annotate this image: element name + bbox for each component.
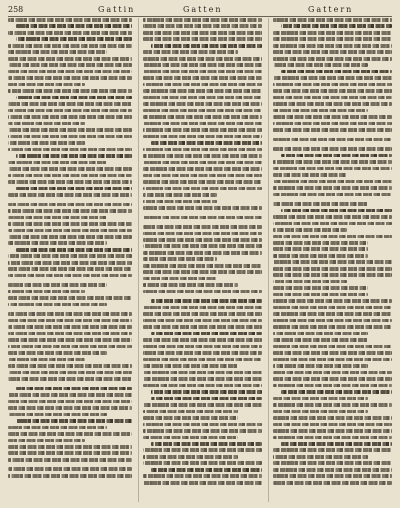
text-line [273, 338, 368, 342]
text-line [143, 18, 262, 22]
text-line [143, 122, 262, 126]
text-line [273, 122, 392, 126]
text-line [273, 306, 392, 310]
text-line [273, 280, 347, 284]
text-column-middle [138, 18, 262, 502]
text-line [143, 76, 262, 80]
text-line [143, 37, 262, 41]
text-line [16, 387, 132, 391]
text-line [16, 248, 132, 252]
text-line [8, 351, 107, 355]
text-line [143, 325, 262, 329]
text-line [8, 296, 132, 300]
text-line [143, 63, 262, 67]
text-line [151, 468, 262, 472]
text-line [8, 148, 132, 152]
text-line [143, 115, 262, 119]
text-line [143, 167, 262, 171]
text-line [143, 216, 262, 220]
text-line [8, 261, 132, 265]
text-line [273, 109, 368, 113]
text-line [143, 345, 262, 349]
text-line [143, 364, 238, 368]
text-line [143, 423, 262, 427]
text-line [273, 138, 392, 142]
text-line [151, 44, 262, 48]
text-line [8, 209, 132, 213]
text-line [273, 260, 392, 264]
text-line [8, 203, 132, 207]
text-line [281, 24, 392, 28]
text-line [143, 225, 262, 229]
text-line [8, 439, 85, 443]
text-line [143, 461, 262, 465]
text-line [143, 31, 262, 35]
text-line [8, 70, 132, 74]
text-line [273, 325, 392, 329]
text-line [143, 83, 262, 87]
text-line [273, 384, 392, 388]
text-line [273, 31, 392, 35]
text-line [273, 332, 368, 336]
text-line [273, 37, 392, 41]
text-line [8, 222, 132, 226]
text-line [273, 312, 392, 316]
text-line [143, 70, 262, 74]
text-line [143, 57, 262, 61]
text-line [143, 193, 217, 197]
text-line [143, 290, 262, 294]
text-line [143, 264, 262, 268]
text-line [273, 167, 392, 171]
text-line [273, 410, 368, 414]
text-line [273, 247, 368, 251]
text-line [143, 416, 238, 420]
text-line [8, 180, 132, 184]
header-keyword-center: Gatten [183, 5, 223, 14]
text-line [273, 364, 368, 368]
text-line [273, 358, 392, 362]
text-line [143, 448, 262, 452]
text-line [8, 193, 132, 197]
text-line [8, 358, 85, 362]
text-line [143, 384, 262, 388]
text-line [143, 306, 262, 310]
text-line [143, 200, 217, 204]
text-line [273, 180, 392, 184]
text-line [273, 160, 392, 164]
text-line [143, 351, 262, 355]
text-line [8, 50, 107, 54]
text-line [273, 215, 392, 219]
text-line [8, 400, 132, 404]
text-line [143, 128, 262, 132]
text-line [143, 257, 217, 261]
text-line [8, 458, 132, 462]
text-line [273, 102, 392, 106]
text-line [8, 141, 85, 145]
text-line [8, 445, 132, 449]
text-line [8, 345, 132, 349]
text-line [273, 455, 368, 459]
text-line [273, 436, 392, 440]
text-line [281, 442, 392, 446]
text-line [143, 371, 262, 375]
text-line [143, 251, 262, 255]
text-line [8, 241, 107, 245]
text-line [8, 312, 132, 316]
text-line [8, 174, 132, 178]
text-line [8, 76, 132, 80]
text-line [8, 216, 107, 220]
text-line [273, 299, 392, 303]
text-line [143, 474, 262, 478]
text-line [273, 345, 392, 349]
text-line [16, 37, 132, 41]
text-line [143, 277, 217, 281]
text-line [8, 63, 132, 67]
text-line [8, 102, 132, 106]
text-line [8, 57, 132, 61]
page-header [8, 4, 392, 17]
text-line [273, 267, 392, 271]
text-columns [8, 18, 392, 502]
text-line [8, 406, 132, 410]
text-line [273, 186, 392, 190]
text-line [8, 115, 132, 119]
text-line [273, 128, 392, 132]
text-line [143, 148, 262, 152]
text-line [273, 351, 392, 355]
text-line [273, 193, 392, 197]
text-line [273, 44, 392, 48]
text-line [143, 436, 238, 440]
text-line [143, 455, 238, 459]
text-line [143, 270, 262, 274]
text-line [151, 332, 262, 336]
text-line [151, 141, 262, 145]
text-line [273, 18, 392, 22]
text-line [273, 222, 392, 226]
text-line [151, 299, 262, 303]
text-line [143, 89, 262, 93]
text-line [8, 303, 107, 307]
text-line [8, 109, 132, 113]
text-line [143, 50, 238, 54]
text-line [273, 461, 392, 465]
text-line [8, 283, 107, 287]
text-line [8, 364, 132, 368]
text-line [8, 290, 85, 294]
text-line [273, 241, 368, 245]
text-line [16, 187, 132, 191]
text-line [273, 173, 347, 177]
text-line [143, 358, 262, 362]
text-line [273, 202, 368, 206]
text-line [8, 44, 132, 48]
text-line [281, 390, 392, 394]
text-line [273, 273, 392, 277]
text-line [143, 403, 262, 407]
text-line [8, 377, 132, 381]
text-line [151, 442, 262, 446]
text-line [8, 426, 107, 430]
text-line [273, 429, 392, 433]
text-line [8, 31, 132, 35]
text-line [281, 70, 392, 74]
text-line [8, 122, 85, 126]
text-line [143, 429, 262, 433]
text-line [8, 274, 132, 278]
text-line [273, 293, 368, 297]
text-line [143, 244, 262, 248]
text-line [273, 147, 392, 151]
text-line [16, 154, 132, 158]
text-line [143, 481, 262, 485]
text-column-left [8, 18, 132, 502]
text-line [143, 377, 262, 381]
text-line [8, 89, 132, 93]
text-line [8, 254, 132, 258]
text-line [143, 283, 238, 287]
text-line [8, 128, 132, 132]
text-line [8, 332, 132, 336]
text-line [273, 423, 392, 427]
text-line [273, 228, 347, 232]
text-line [273, 57, 392, 61]
text-line [273, 448, 392, 452]
text-line [143, 238, 262, 242]
text-line [8, 474, 132, 478]
text-line [8, 451, 132, 455]
text-line [143, 187, 262, 191]
text-line [8, 135, 132, 139]
text-line [8, 319, 132, 323]
text-line [143, 102, 262, 106]
text-line [143, 24, 262, 28]
text-line [273, 403, 392, 407]
text-line [16, 419, 132, 423]
text-line [8, 18, 132, 22]
text-line [273, 319, 392, 323]
text-line [273, 474, 392, 478]
text-line [273, 397, 368, 401]
text-line [273, 286, 368, 290]
text-line [273, 115, 392, 119]
text-line [8, 338, 132, 342]
text-line [143, 174, 262, 178]
text-line [151, 397, 262, 401]
text-line [8, 167, 132, 171]
text-line [273, 63, 368, 67]
text-line [143, 161, 262, 165]
text-line [273, 254, 368, 258]
text-line [8, 371, 132, 375]
text-line [8, 413, 107, 417]
text-line [273, 377, 392, 381]
text-line [8, 325, 132, 329]
text-line [8, 83, 85, 87]
text-line [273, 371, 392, 375]
text-line [8, 235, 132, 239]
text-line [143, 154, 262, 158]
text-column-right [268, 18, 392, 502]
page-number: 258 [8, 5, 24, 14]
text-line [143, 206, 262, 210]
text-line [8, 393, 132, 397]
text-line [143, 180, 262, 184]
text-line [143, 319, 262, 323]
text-line [143, 410, 238, 414]
text-line [8, 467, 132, 471]
text-line [273, 96, 392, 100]
text-line [143, 312, 262, 316]
text-line [8, 432, 132, 436]
text-line [16, 24, 132, 28]
text-line [143, 338, 262, 342]
text-line [273, 50, 392, 54]
text-line [143, 135, 262, 139]
header-keyword-right: Gattern [308, 5, 354, 14]
text-line [273, 83, 392, 87]
text-line [143, 232, 262, 236]
text-line [143, 96, 262, 100]
text-line [16, 96, 132, 100]
text-line [273, 235, 392, 239]
text-line [281, 154, 392, 158]
text-line [273, 481, 392, 485]
text-line [273, 89, 392, 93]
text-line [273, 76, 392, 80]
text-line [151, 390, 262, 394]
text-line [143, 109, 262, 113]
text-line [273, 468, 392, 472]
text-line [281, 209, 392, 213]
text-line [8, 229, 132, 233]
text-line [273, 416, 392, 420]
text-line [8, 161, 107, 165]
text-line [8, 267, 132, 271]
header-keyword-left: Gattin [98, 5, 136, 14]
